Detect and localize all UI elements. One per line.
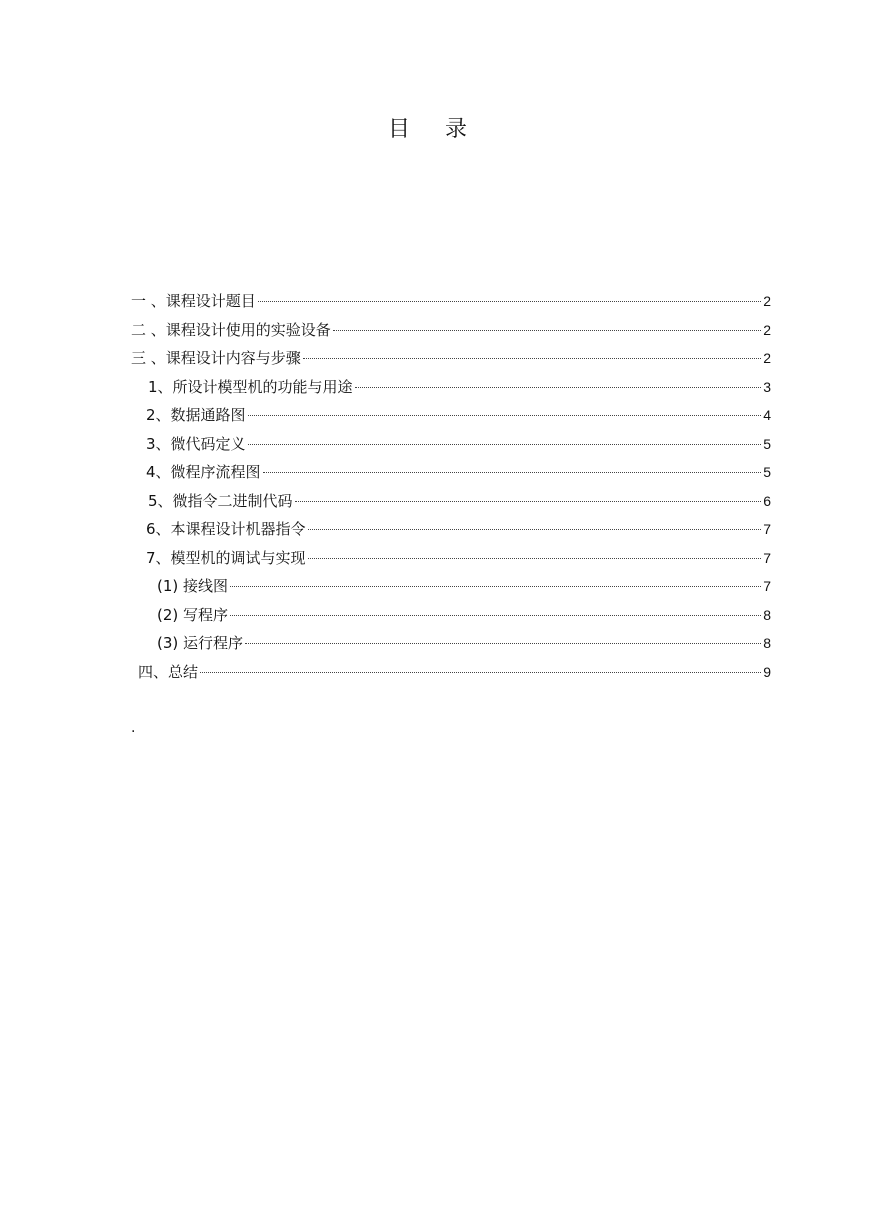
toc-entry-label: 2、数据通路图 (146, 406, 246, 424)
toc-entry[interactable] (148, 490, 771, 512)
toc-entry-page: 9 (763, 664, 771, 680)
toc-entry-page: 2 (763, 322, 771, 338)
toc-entry[interactable] (148, 376, 771, 398)
toc-entry-page: 3 (763, 379, 771, 395)
toc-entry-label: 7、模型机的调试与实现 (146, 549, 306, 567)
toc-leader-dots (200, 672, 761, 673)
toc-entry-label: 6、本课程设计机器指令 (146, 520, 306, 538)
toc-entry[interactable] (146, 461, 771, 483)
toc-leader-dots (303, 358, 761, 359)
toc-entry-label: 一 、课程设计题目 (131, 292, 256, 310)
toc-leader-dots (295, 501, 762, 502)
toc-leader-dots (308, 529, 762, 530)
toc-leader-dots (258, 301, 761, 302)
toc-entry-page: 4 (763, 407, 771, 423)
toc-leader-dots (308, 558, 762, 559)
toc-entry-page: 7 (763, 550, 771, 566)
toc-entry-label: 4、微程序流程图 (146, 463, 261, 481)
toc-entry-label: 三 、课程设计内容与步骤 (131, 349, 301, 367)
toc-entry[interactable] (157, 575, 771, 597)
toc-leader-dots (333, 330, 761, 331)
toc-entry-page: 5 (763, 464, 771, 480)
toc-entry[interactable] (157, 632, 771, 654)
toc-leader-dots (230, 615, 761, 616)
toc-entry[interactable] (146, 518, 771, 540)
trailing-period: . (131, 720, 136, 736)
toc-entry[interactable] (131, 290, 771, 312)
toc-entry-label: 3、微代码定义 (146, 435, 246, 453)
toc-leader-dots (248, 444, 762, 445)
toc-entry-label: (3) 运行程序 (157, 634, 244, 652)
toc-leader-dots (355, 387, 762, 388)
toc-entry-page: 2 (763, 293, 771, 309)
toc-entry[interactable] (146, 433, 771, 455)
toc-entry-label: (1) 接线图 (157, 577, 229, 595)
toc-entry[interactable] (146, 547, 771, 569)
toc-entry-page: 6 (763, 493, 771, 509)
toc-entry[interactable] (131, 347, 771, 369)
page-title: 目 录 (388, 117, 481, 142)
toc-entry[interactable] (138, 661, 771, 683)
toc-entry-page: 8 (763, 635, 771, 651)
toc-entry[interactable] (146, 404, 771, 426)
toc-leader-dots (245, 643, 761, 644)
toc-entry-page: 8 (763, 607, 771, 623)
toc-entry-label: 四、总结 (138, 663, 199, 681)
toc-leader-dots (263, 472, 762, 473)
toc-entry[interactable] (157, 604, 771, 626)
toc-entry-page: 7 (763, 578, 771, 594)
toc-entry[interactable] (131, 319, 771, 341)
toc-entry-label: 5、微指令二进制代码 (148, 492, 293, 510)
toc-entry-label: 二 、课程设计使用的实验设备 (131, 321, 331, 339)
toc-entry-label: (2) 写程序 (157, 606, 229, 624)
toc-entry-page: 7 (763, 521, 771, 537)
toc-entry-page: 2 (763, 350, 771, 366)
toc-entry-label: 1、所设计模型机的功能与用途 (148, 378, 353, 396)
toc-entry-page: 5 (763, 436, 771, 452)
toc-leader-dots (230, 586, 761, 587)
toc-leader-dots (248, 415, 762, 416)
